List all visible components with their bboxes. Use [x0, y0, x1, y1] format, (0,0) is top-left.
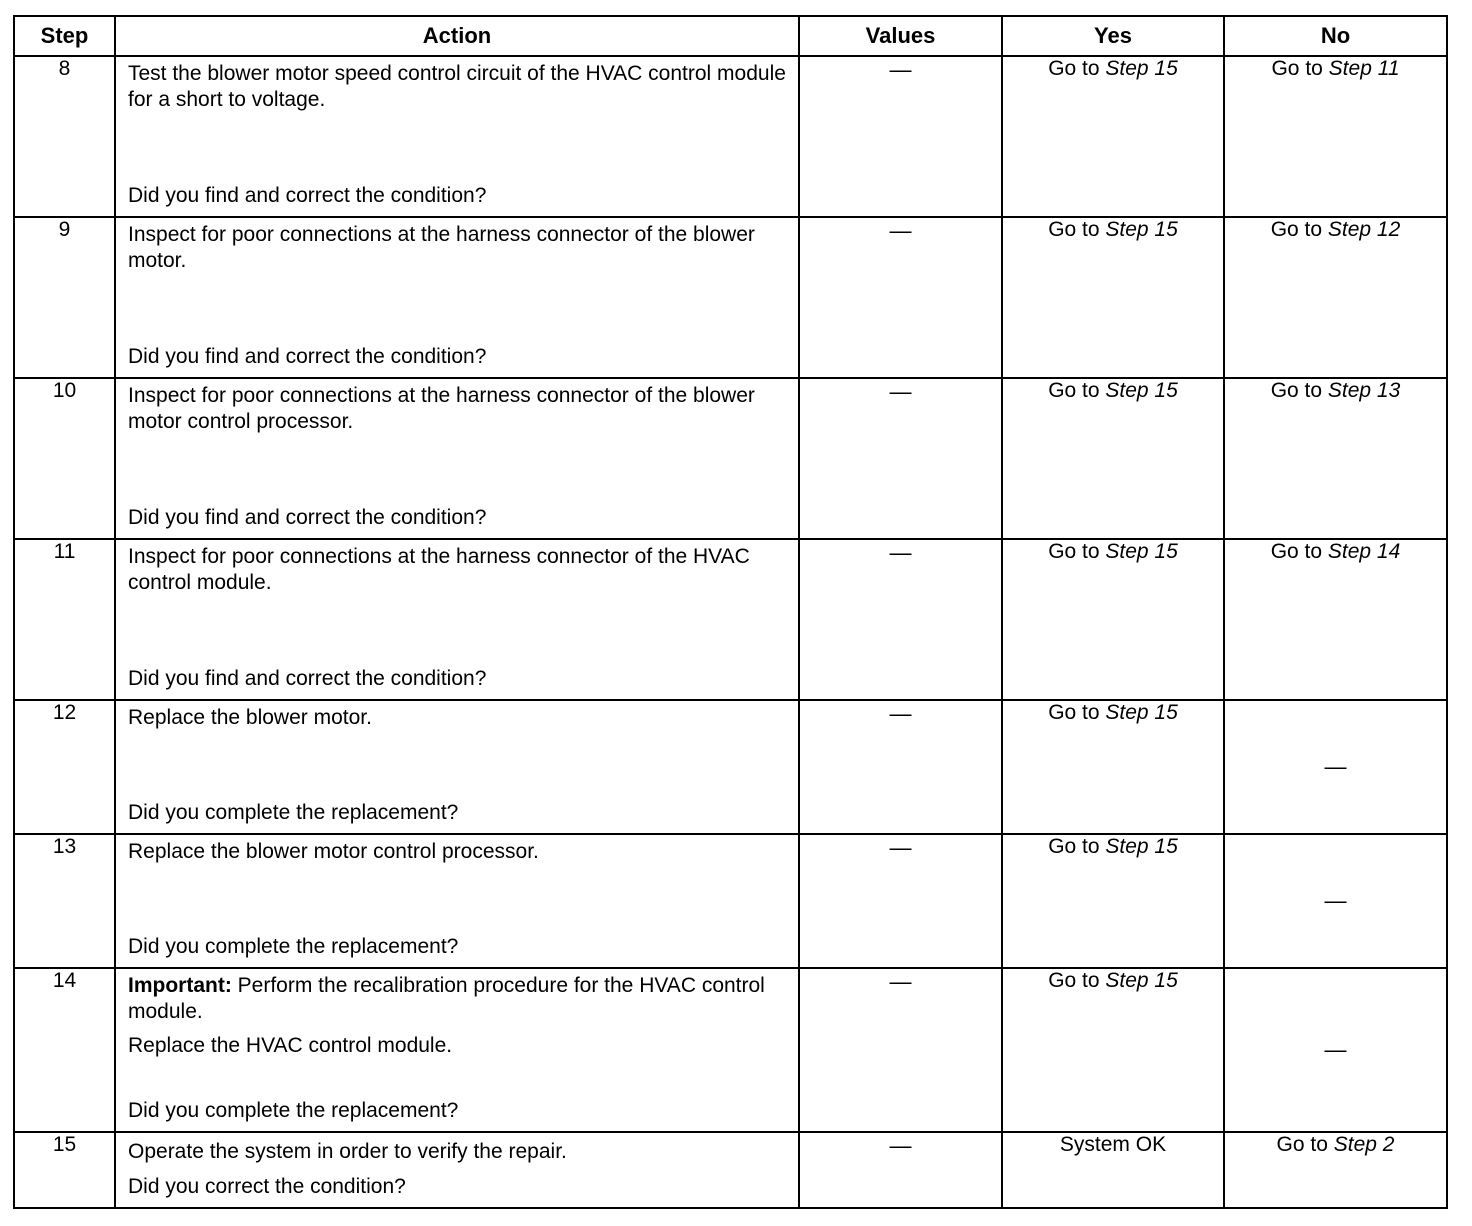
important-text: Perform the recalibration procedure for the HVAC control module.	[128, 974, 765, 1023]
table-row	[14, 539, 1447, 700]
yes-prefix: Go to	[1048, 379, 1106, 402]
header-row	[14, 16, 1447, 56]
values-cell: —	[799, 968, 1002, 1132]
no-step-link[interactable]: Step 12	[1327, 218, 1401, 241]
no-step-link[interactable]: Step 11	[1328, 57, 1400, 80]
values-cell: —	[799, 700, 1002, 834]
action-cell	[115, 56, 799, 217]
no-cell	[1224, 217, 1447, 378]
table-row	[14, 56, 1447, 217]
yes-prefix: Go to	[1048, 969, 1106, 992]
yes-prefix: Go to	[1048, 540, 1106, 563]
action-question: Did you correct the condition?	[128, 1175, 406, 1198]
action-question: Did you complete the replacement?	[128, 935, 459, 958]
step-number: 9	[14, 217, 115, 378]
step-number: 10	[14, 378, 115, 539]
no-step-link[interactable]: Step 13	[1327, 379, 1401, 402]
header-step: Step	[14, 16, 115, 56]
yes-step-link[interactable]: Step 15	[1105, 540, 1178, 563]
no-cell: —	[1224, 834, 1447, 968]
values-cell: —	[799, 378, 1002, 539]
action-text: Inspect for poor connections at the harness connector of the blower motor control processor.	[128, 384, 755, 433]
action-question: Did you find and correct the condition?	[128, 506, 487, 529]
yes-step-link[interactable]: Step 15	[1105, 379, 1178, 402]
action-cell	[115, 217, 799, 378]
values-cell: —	[799, 834, 1002, 968]
no-cell: —	[1224, 968, 1447, 1132]
yes-prefix: Go to	[1048, 701, 1106, 724]
table-row	[14, 700, 1447, 834]
action-question: Did you complete the replacement?	[128, 801, 459, 824]
table-row	[14, 834, 1447, 968]
yes-cell	[1002, 539, 1224, 700]
action-cell	[115, 700, 799, 834]
yes-step-link[interactable]: Step 15	[1105, 969, 1178, 992]
no-cell: —	[1224, 700, 1447, 834]
no-cell	[1224, 1132, 1447, 1208]
step-number: 13	[14, 834, 115, 968]
action-cell	[115, 539, 799, 700]
action-question: Did you find and correct the condition?	[128, 184, 487, 207]
action-text: Inspect for poor connections at the harness connector of the blower motor.	[128, 223, 755, 272]
yes-cell	[1002, 968, 1224, 1132]
yes-prefix: Go to	[1048, 57, 1106, 80]
values-cell: —	[799, 217, 1002, 378]
action-question: Did you find and correct the condition?	[128, 667, 487, 690]
yes-cell	[1002, 700, 1224, 834]
step-number: 15	[14, 1132, 115, 1208]
action-cell	[115, 968, 799, 1132]
yes-step-link[interactable]: Step 15	[1105, 835, 1178, 858]
yes-step-link[interactable]: Step 15	[1105, 218, 1178, 241]
no-cell	[1224, 539, 1447, 700]
action-text: Replace the blower motor.	[128, 706, 372, 729]
important-label: Important:	[128, 974, 232, 997]
action-cell	[115, 1132, 799, 1208]
header-no: No	[1224, 16, 1447, 56]
values-cell: —	[799, 1132, 1002, 1208]
no-prefix: Go to	[1270, 540, 1328, 563]
yes-cell: System OK	[1002, 1132, 1224, 1208]
action-text: Test the blower motor speed control circuit of the HVAC control module for a short to voltage.	[128, 62, 786, 111]
action-cell	[115, 378, 799, 539]
yes-cell	[1002, 56, 1224, 217]
action-question: Did you find and correct the condition?	[128, 345, 487, 368]
action-text: Replace the HVAC control module.	[128, 1034, 453, 1057]
important-note	[128, 973, 788, 1025]
table-row	[14, 217, 1447, 378]
step-number: 12	[14, 700, 115, 834]
action-question: Did you complete the replacement?	[128, 1099, 459, 1122]
no-prefix: Go to	[1270, 379, 1328, 402]
values-cell: —	[799, 539, 1002, 700]
yes-prefix: Go to	[1048, 835, 1106, 858]
step-number: 11	[14, 539, 115, 700]
yes-cell	[1002, 378, 1224, 539]
action-text: Inspect for poor connections at the harness connector of the HVAC control module.	[128, 545, 750, 594]
step-number: 14	[14, 968, 115, 1132]
no-prefix: Go to	[1276, 1133, 1334, 1156]
yes-step-link[interactable]: Step 15	[1105, 701, 1178, 724]
yes-cell	[1002, 217, 1224, 378]
table-row	[14, 968, 1447, 1132]
no-prefix: Go to	[1271, 57, 1329, 80]
table-row	[14, 1132, 1447, 1208]
no-step-link[interactable]: Step 14	[1327, 540, 1401, 563]
header-yes: Yes	[1002, 16, 1224, 56]
no-cell	[1224, 56, 1447, 217]
yes-step-link[interactable]: Step 15	[1105, 57, 1178, 80]
action-text: Operate the system in order to verify the repair.	[128, 1140, 567, 1163]
no-prefix: Go to	[1270, 218, 1328, 241]
yes-prefix: Go to	[1048, 218, 1106, 241]
no-cell	[1224, 378, 1447, 539]
yes-cell	[1002, 834, 1224, 968]
values-cell: —	[799, 56, 1002, 217]
action-text: Replace the blower motor control processor.	[128, 840, 539, 863]
diagnostic-table	[13, 15, 1448, 1209]
no-step-link[interactable]: Step 2	[1333, 1133, 1395, 1156]
action-cell	[115, 834, 799, 968]
header-action: Action	[115, 16, 799, 56]
table-row	[14, 378, 1447, 539]
header-values: Values	[799, 16, 1002, 56]
step-number: 8	[14, 56, 115, 217]
